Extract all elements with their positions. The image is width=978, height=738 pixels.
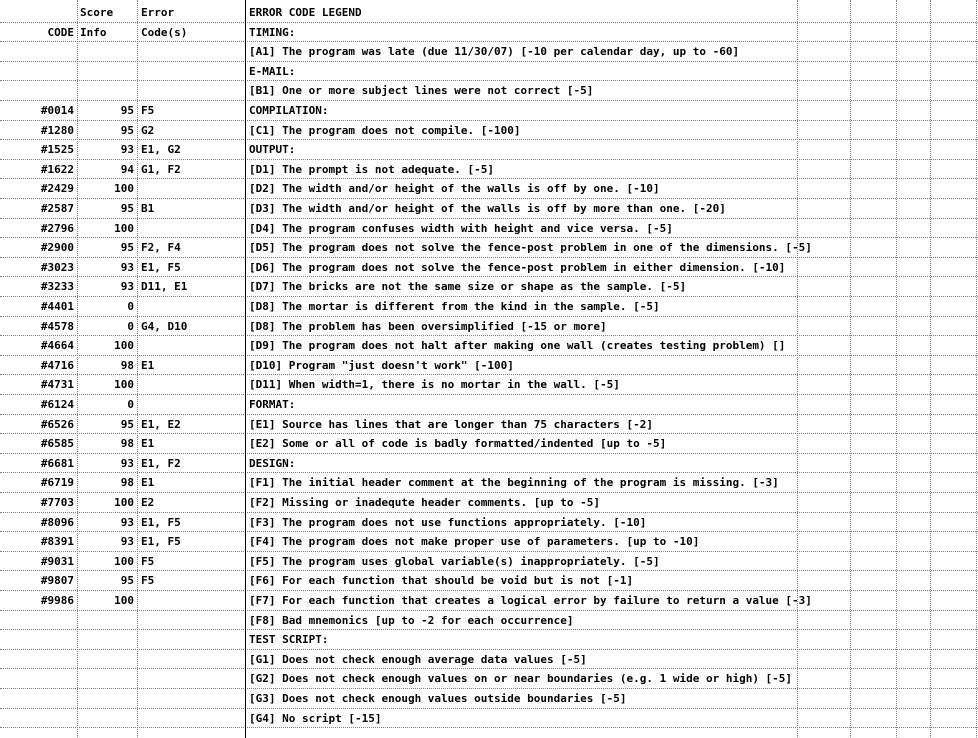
- table-row: [0, 297, 978, 317]
- score-cell[interactable]: [78, 630, 137, 649]
- score-cell[interactable]: [78, 81, 137, 100]
- legend-cell[interactable]: [D5] The program does not solve the fence-post problem in one of the dimensions. [-5]: [249, 241, 812, 255]
- code-cell[interactable]: [0, 630, 77, 649]
- table-row: [0, 219, 978, 239]
- error-codes-cell[interactable]: [139, 179, 245, 198]
- code-cell[interactable]: [0, 81, 77, 100]
- code-cell[interactable]: #6681: [40, 456, 74, 470]
- legend-cell[interactable]: [F6] For each function that should be void but is not [-1]: [249, 574, 634, 588]
- legend-cell[interactable]: [F2] Missing or inadequte header comments. [up to -5]: [249, 496, 600, 509]
- error-codes-cell[interactable]: E2: [141, 496, 155, 509]
- score-cell[interactable]: [78, 611, 137, 630]
- error-codes-cell[interactable]: [139, 336, 245, 355]
- table-row: [0, 121, 978, 141]
- legend-cell[interactable]: [F8] Bad mnemonics [up to -2 for each occurrence]: [249, 613, 574, 627]
- score-cell[interactable]: 0: [127, 319, 134, 333]
- header-row: [0, 23, 978, 43]
- score-cell[interactable]: 95: [120, 574, 134, 588]
- legend-cell[interactable]: TEST SCRIPT:: [249, 633, 329, 647]
- legend-cell[interactable]: [F1] The initial header comment at the beginning of the program is missing. [-3]: [249, 476, 779, 490]
- score-cell[interactable]: 93: [120, 515, 134, 529]
- table-row: [0, 650, 978, 670]
- code-cell[interactable]: #8391: [40, 535, 74, 549]
- error-codes-cell[interactable]: [139, 650, 245, 669]
- error-codes-cell[interactable]: F2, F4: [141, 241, 181, 255]
- score-cell[interactable]: 93: [120, 456, 134, 470]
- legend-cell[interactable]: [D4] The program confuses width with height and vice versa. [-5]: [249, 221, 673, 235]
- code-cell[interactable]: #4731: [40, 378, 74, 392]
- table-row: [0, 42, 978, 62]
- score-cell[interactable]: 95: [120, 123, 134, 137]
- table-row: [0, 317, 978, 337]
- table-row: [0, 532, 978, 552]
- legend-cell[interactable]: [D11] When width=1, there is no mortar in the wall. [-5]: [249, 378, 620, 392]
- table-row: [0, 375, 978, 395]
- error-codes-cell[interactable]: E1, F2: [141, 456, 181, 470]
- legend-cell[interactable]: [G2] Does not check enough values on or near boundaries (e.g. 1 wide or high) [-5]: [249, 672, 793, 686]
- code-cell[interactable]: #1622: [40, 162, 74, 176]
- table-row: [0, 101, 978, 121]
- score-cell[interactable]: 93: [120, 280, 134, 294]
- error-codes-cell[interactable]: [139, 81, 245, 100]
- score-cell[interactable]: 93: [120, 535, 134, 549]
- legend-cell[interactable]: [G1] Does not check enough average data values [-5]: [249, 652, 587, 666]
- legend-cell[interactable]: DESIGN:: [249, 456, 296, 470]
- table-row: [0, 552, 978, 572]
- table-row: [0, 356, 978, 376]
- error-codes-cell[interactable]: F5: [141, 574, 155, 588]
- table-row: [0, 277, 978, 297]
- score-cell[interactable]: 95: [120, 104, 134, 117]
- code-cell[interactable]: #6719: [40, 476, 74, 490]
- legend-cell[interactable]: [G4] No script [-15]: [249, 711, 382, 725]
- table-row: [0, 709, 978, 729]
- score-cell[interactable]: 98: [120, 476, 134, 490]
- code-cell[interactable]: #6124: [40, 398, 74, 411]
- column-divider: [896, 0, 897, 738]
- error-codes-cell[interactable]: [139, 297, 245, 316]
- error-codes-cell[interactable]: [139, 669, 245, 688]
- legend-cell[interactable]: [D10] Program "just doesn't work" [-100]: [249, 358, 514, 372]
- code-cell[interactable]: #3023: [40, 260, 74, 274]
- header-row: [0, 3, 978, 23]
- table-row: [0, 395, 978, 415]
- table-row: [0, 179, 978, 199]
- code-cell[interactable]: [0, 42, 77, 61]
- score-cell[interactable]: [78, 650, 137, 669]
- error-codes-cell[interactable]: D11, E1: [141, 280, 188, 294]
- column-divider: [77, 0, 78, 738]
- legend-cell[interactable]: [F3] The program does not use functions appropriately. [-10]: [249, 515, 647, 529]
- error-codes-cell[interactable]: E1, F5: [141, 260, 181, 274]
- legend-cell[interactable]: [A1] The program was late (due 11/30/07) [-10 per calendar day, up to -60]: [249, 45, 740, 59]
- code-cell[interactable]: [0, 709, 77, 728]
- legend-cell[interactable]: FORMAT:: [249, 398, 296, 411]
- score-cell[interactable]: [78, 689, 137, 708]
- legend-cell[interactable]: TIMING:: [249, 25, 296, 39]
- error-codes-cell[interactable]: Code(s): [141, 25, 188, 39]
- error-codes-cell[interactable]: [139, 630, 245, 649]
- legend-cell[interactable]: E-MAIL:: [249, 64, 296, 78]
- score-cell[interactable]: [78, 62, 137, 81]
- error-codes-cell[interactable]: E1, E2: [141, 417, 181, 431]
- code-cell[interactable]: [0, 62, 77, 81]
- legend-cell[interactable]: COMPILATION:: [249, 104, 329, 117]
- table-row: [0, 62, 978, 82]
- code-cell[interactable]: #9807: [40, 574, 74, 588]
- score-cell[interactable]: 95: [120, 417, 134, 431]
- code-cell[interactable]: #2429: [40, 182, 74, 196]
- code-cell[interactable]: #4664: [40, 339, 74, 353]
- table-row: [0, 199, 978, 219]
- code-cell[interactable]: #8096: [40, 515, 74, 529]
- error-codes-cell[interactable]: E1: [141, 437, 155, 451]
- error-codes-cell[interactable]: [139, 219, 245, 238]
- code-cell[interactable]: #1525: [40, 143, 74, 157]
- table-row: [0, 336, 978, 356]
- table-row: [0, 689, 978, 709]
- legend-cell[interactable]: [D8] The problem has been oversimplified [-15 or more]: [249, 319, 607, 333]
- legend-cell[interactable]: [D8] The mortar is different from the kind in the sample. [-5]: [249, 300, 660, 313]
- code-cell[interactable]: [0, 3, 77, 22]
- score-cell[interactable]: 95: [120, 202, 134, 215]
- table-row: [0, 591, 978, 611]
- code-cell[interactable]: #3233: [40, 280, 74, 294]
- code-cell[interactable]: #4716: [40, 358, 74, 372]
- legend-cell[interactable]: [E2] Some or all of code is badly formatted/indented [up to -5]: [249, 437, 667, 451]
- legend-cell[interactable]: [B1] One or more subject lines were not correct [-5]: [249, 84, 594, 98]
- error-codes-cell[interactable]: F5: [141, 104, 155, 117]
- score-cell[interactable]: 93: [120, 143, 134, 157]
- table-row: [0, 415, 978, 435]
- code-cell[interactable]: #6526: [40, 417, 74, 431]
- code-cell[interactable]: #4578: [40, 319, 74, 333]
- error-codes-cell[interactable]: G4, D10: [141, 319, 188, 333]
- table-row: [0, 473, 978, 493]
- legend-cell[interactable]: [E1] Source has lines that are longer than 75 characters [-2]: [249, 417, 653, 431]
- table-row: [0, 140, 978, 160]
- score-cell[interactable]: 0: [127, 300, 134, 313]
- column-divider: [137, 0, 138, 738]
- column-divider: [976, 0, 977, 738]
- column-divider: [930, 0, 931, 738]
- table-row: [0, 630, 978, 650]
- score-cell[interactable]: [78, 669, 137, 688]
- table-row: [0, 669, 978, 689]
- code-cell[interactable]: [0, 669, 77, 688]
- error-codes-cell[interactable]: G1, F2: [141, 162, 181, 176]
- error-codes-cell[interactable]: [139, 375, 245, 394]
- code-cell[interactable]: CODE: [47, 25, 74, 39]
- table-row: [0, 238, 978, 258]
- score-cell[interactable]: 100: [114, 554, 134, 568]
- error-codes-cell[interactable]: E1, F5: [141, 535, 181, 549]
- score-cell[interactable]: 98: [120, 358, 134, 372]
- table-row: [0, 434, 978, 454]
- code-cell[interactable]: #0014: [40, 104, 74, 117]
- score-cell[interactable]: 100: [114, 221, 134, 235]
- legend-cell[interactable]: [D1] The prompt is not adequate. [-5]: [249, 162, 495, 176]
- score-cell[interactable]: 100: [114, 378, 134, 392]
- score-cell[interactable]: 94: [120, 162, 134, 176]
- score-cell[interactable]: 95: [120, 241, 134, 255]
- score-cell[interactable]: 100: [114, 496, 134, 509]
- legend-cell[interactable]: [D7] The bricks are not the same size or shape as the sample. [-5]: [249, 280, 687, 294]
- legend-cell[interactable]: [D9] The program does not halt after making one wall (creates testing problem) []: [249, 339, 786, 353]
- code-cell[interactable]: #1280: [40, 123, 74, 137]
- score-cell[interactable]: 98: [120, 437, 134, 451]
- legend-cell[interactable]: [D6] The program does not solve the fence-post problem in either dimension. [-10]: [249, 260, 786, 274]
- score-cell[interactable]: Score: [80, 6, 114, 19]
- score-cell[interactable]: 0: [127, 398, 134, 411]
- legend-cell[interactable]: OUTPUT:: [249, 143, 296, 157]
- table-row: [0, 454, 978, 474]
- legend-cell[interactable]: ERROR CODE LEGEND: [249, 6, 362, 19]
- code-cell[interactable]: #2796: [40, 221, 74, 235]
- error-codes-cell[interactable]: [139, 591, 245, 610]
- legend-cell[interactable]: [D3] The width and/or height of the walls is off by more than one. [-20]: [249, 202, 726, 215]
- column-divider: [245, 0, 246, 738]
- table-row: [0, 611, 978, 631]
- code-cell[interactable]: [0, 689, 77, 708]
- code-cell[interactable]: [0, 650, 77, 669]
- error-codes-cell[interactable]: E1, G2: [141, 143, 181, 157]
- error-codes-cell[interactable]: F5: [141, 554, 155, 568]
- column-divider: [797, 0, 798, 738]
- score-cell[interactable]: 93: [120, 260, 134, 274]
- code-cell[interactable]: #7703: [40, 496, 74, 509]
- score-cell[interactable]: 100: [114, 594, 134, 607]
- table-row: [0, 160, 978, 180]
- column-divider: [850, 0, 851, 738]
- table-row: [0, 258, 978, 278]
- error-codes-cell[interactable]: [139, 395, 245, 414]
- error-codes-cell[interactable]: E1: [141, 476, 155, 490]
- table-row: [0, 513, 978, 533]
- error-codes-cell[interactable]: [139, 42, 245, 61]
- score-cell[interactable]: Info: [80, 25, 107, 39]
- error-codes-cell[interactable]: [139, 689, 245, 708]
- legend-cell[interactable]: [F5] The program uses global variable(s) inappropriately. [-5]: [249, 554, 660, 568]
- legend-cell[interactable]: [D2] The width and/or height of the walls is off by one. [-10]: [249, 182, 660, 196]
- error-codes-cell[interactable]: E1: [141, 358, 155, 372]
- table-row: [0, 81, 978, 101]
- code-cell[interactable]: #9031: [40, 554, 74, 568]
- score-cell[interactable]: 100: [114, 182, 134, 196]
- score-cell[interactable]: 100: [114, 339, 134, 353]
- table-row: [0, 571, 978, 591]
- error-codes-cell[interactable]: [139, 611, 245, 630]
- code-cell[interactable]: #6585: [40, 437, 74, 451]
- code-cell[interactable]: #9986: [40, 594, 74, 607]
- code-cell[interactable]: [0, 611, 77, 630]
- error-codes-cell[interactable]: G2: [141, 123, 155, 137]
- code-cell[interactable]: #4401: [40, 300, 74, 313]
- score-cell[interactable]: [78, 709, 137, 728]
- legend-cell[interactable]: [G3] Does not check enough values outside boundaries [-5]: [249, 692, 627, 705]
- legend-cell[interactable]: [F7] For each function that creates a logical error by failure to return a value [-3]: [249, 594, 812, 607]
- error-codes-cell[interactable]: E1, F5: [141, 515, 181, 529]
- code-cell[interactable]: #2900: [40, 241, 74, 255]
- legend-cell[interactable]: [C1] The program does not compile. [-100]: [249, 123, 521, 137]
- error-codes-cell[interactable]: [139, 62, 245, 81]
- legend-cell[interactable]: [F4] The program does not make proper use of parameters. [up to -10]: [249, 535, 700, 549]
- code-cell[interactable]: #2587: [40, 202, 74, 215]
- error-codes-cell[interactable]: Error: [141, 6, 175, 19]
- error-codes-cell[interactable]: B1: [141, 202, 155, 215]
- table-row: [0, 493, 978, 513]
- score-cell[interactable]: [78, 42, 137, 61]
- error-codes-cell[interactable]: [139, 709, 245, 728]
